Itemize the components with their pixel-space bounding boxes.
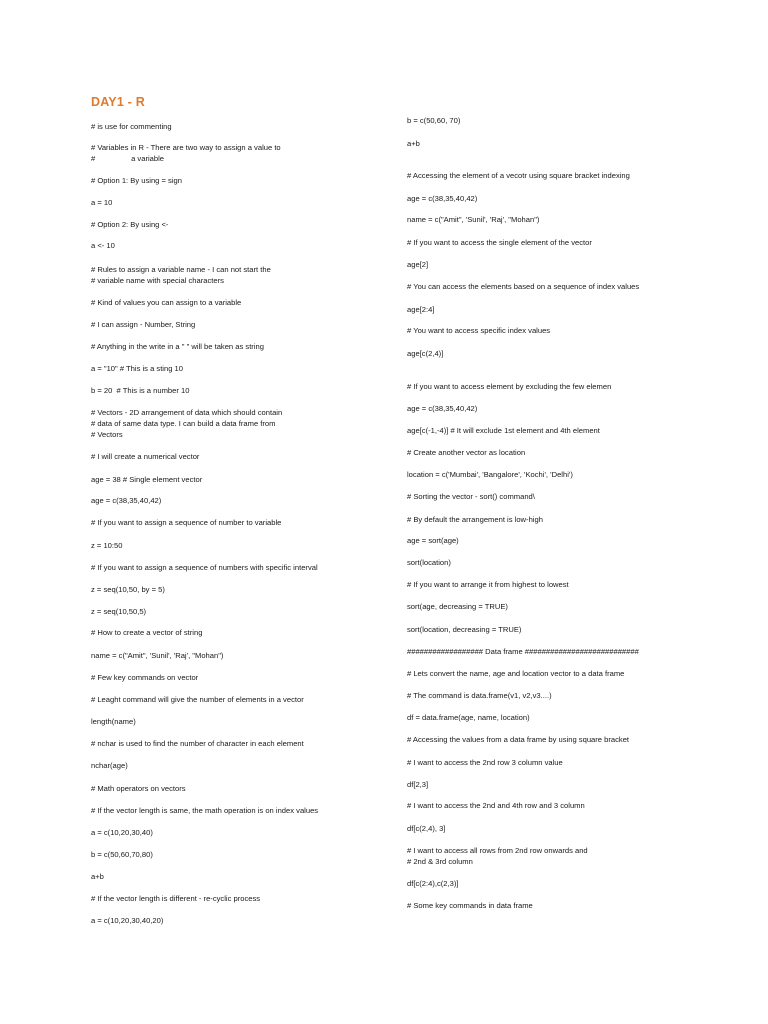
code-line: # You want to access specific index values (407, 326, 551, 335)
code-line: # Math operators on vectors (91, 784, 186, 793)
code-line: # Create another vector as location (407, 448, 526, 457)
page-title: DAY1 - R (91, 95, 145, 109)
code-line: # Vectors (91, 430, 123, 439)
code-line: # Lets convert the name, age and location vector to a data frame (407, 669, 625, 678)
code-line: # I can assign - Number, String (91, 320, 196, 329)
code-line: b = c(50,60, 70) (407, 116, 461, 125)
code-line: df = data.frame(age, name, location) (407, 713, 530, 722)
code-line: df[c(2:4),c(2,3)] (407, 879, 459, 888)
code-line: a = c(10,20,30,40,20) (91, 916, 164, 925)
code-line: # is use for commenting (91, 122, 172, 131)
code-line: sort(age, decreasing = TRUE) (407, 602, 508, 611)
code-line: # I want to access the 2nd row 3 column value (407, 758, 563, 767)
code-line: df[2,3] (407, 780, 429, 789)
code-line: a = 10 (91, 198, 113, 207)
code-line: age = sort(age) (407, 536, 459, 545)
code-line: # nchar is used to find the number of character in each element (91, 739, 304, 748)
code-line: a = "10" # This is a sting 10 (91, 364, 183, 373)
code-line: # If you want to assign a sequence of number to variable (91, 518, 282, 527)
code-line: # You can access the elements based on a sequence of index values (407, 282, 640, 291)
code-line: # If you want to arrange it from highest to lowest (407, 580, 569, 589)
code-line: name = c("Amit", 'Sunil', 'Raj', "Mohan") (407, 215, 540, 224)
code-line: age = c(38,35,40,42) (407, 404, 478, 413)
code-line: # Leaght command will give the number of elements in a vector (91, 695, 304, 704)
code-line: age[2] (407, 260, 429, 269)
code-line: # Option 2: By using <- (91, 220, 169, 229)
code-line: # Accessing the values from a data frame by using square bracket (407, 735, 630, 744)
code-line: # By default the arrangement is low-high (407, 515, 543, 524)
code-line: # Few key commands on vector (91, 673, 199, 682)
code-line: # I want to access the 2nd and 4th row and 3 column (407, 801, 585, 810)
code-line: # I want to access all rows from 2nd row onwards and (407, 846, 588, 855)
code-line: age = c(38,35,40,42) (407, 194, 478, 203)
code-line: age[c(-1,-4)] # It will exclude 1st element and 4th element (407, 426, 600, 435)
code-line: # If the vector length is same, the math operation is on index values (91, 806, 319, 815)
code-line: a = c(10,20,30,40) (91, 828, 153, 837)
code-line: # variable name with special characters (91, 276, 224, 285)
code-line: sort(location, decreasing = TRUE) (407, 625, 522, 634)
code-line: # Rules to assign a variable name - I can not start the (91, 265, 271, 274)
code-line: age[c(2,4)] (407, 349, 444, 358)
code-line: # If you want to assign a sequence of numbers with specific interval (91, 563, 318, 572)
code-line: # a variable (91, 154, 165, 163)
code-line: # Vectors - 2D arrangement of data which should contain (91, 408, 283, 417)
code-line: # Some key commands in data frame (407, 901, 533, 910)
code-line: a <- 10 (91, 241, 115, 250)
code-line: b = 20 # This is a number 10 (91, 386, 190, 395)
code-line: length(name) (91, 717, 136, 726)
code-line: # Variables in R - There are two way to assign a value to (91, 143, 281, 152)
code-line: # I will create a numerical vector (91, 452, 200, 461)
code-line: # 2nd & 3rd column (407, 857, 473, 866)
code-line: # If you want to access element by excluding the few elemen (407, 382, 612, 391)
code-line: ################## Data frame ########################### (407, 647, 639, 656)
code-line: sort(location) (407, 558, 451, 567)
code-line: a+b (407, 139, 420, 148)
code-line: # Anything in the write in a " " will be taken as string (91, 342, 264, 351)
code-line: # Kind of values you can assign to a variable (91, 298, 242, 307)
code-line: a+b (91, 872, 104, 881)
code-line: # If you want to access the single element of the vector (407, 238, 592, 247)
code-line: # If the vector length is different - re-cyclic process (91, 894, 261, 903)
code-line: b = c(50,60,70,80) (91, 850, 153, 859)
code-line: # Option 1: By using = sign (91, 176, 182, 185)
code-line: age = c(38,35,40,42) (91, 496, 162, 505)
code-line: z = 10:50 (91, 541, 123, 550)
code-line: # Sorting the vector - sort() command\ (407, 492, 535, 501)
code-line: # How to create a vector of string (91, 628, 203, 637)
code-line: z = seq(10,50, by = 5) (91, 585, 165, 594)
code-line: # Accessing the element of a vecotr using square bracket indexing (407, 171, 630, 180)
code-line: age[2:4] (407, 305, 435, 314)
code-line: # data of same data type. I can build a data frame from (91, 419, 276, 428)
code-line: location = c('Mumbai', 'Bangalore', 'Kochi', 'Delhi') (407, 470, 573, 479)
code-line: z = seq(10,50,5) (91, 607, 147, 616)
code-line: name = c("Amit", 'Sunil', 'Raj', "Mohan") (91, 651, 224, 660)
code-line: nchar(age) (91, 761, 128, 770)
code-line: df[c(2,4), 3] (407, 824, 446, 833)
code-line: age = 38 # Single element vector (91, 475, 203, 484)
code-line: # The command is data.frame(v1, v2,v3....) (407, 691, 552, 700)
